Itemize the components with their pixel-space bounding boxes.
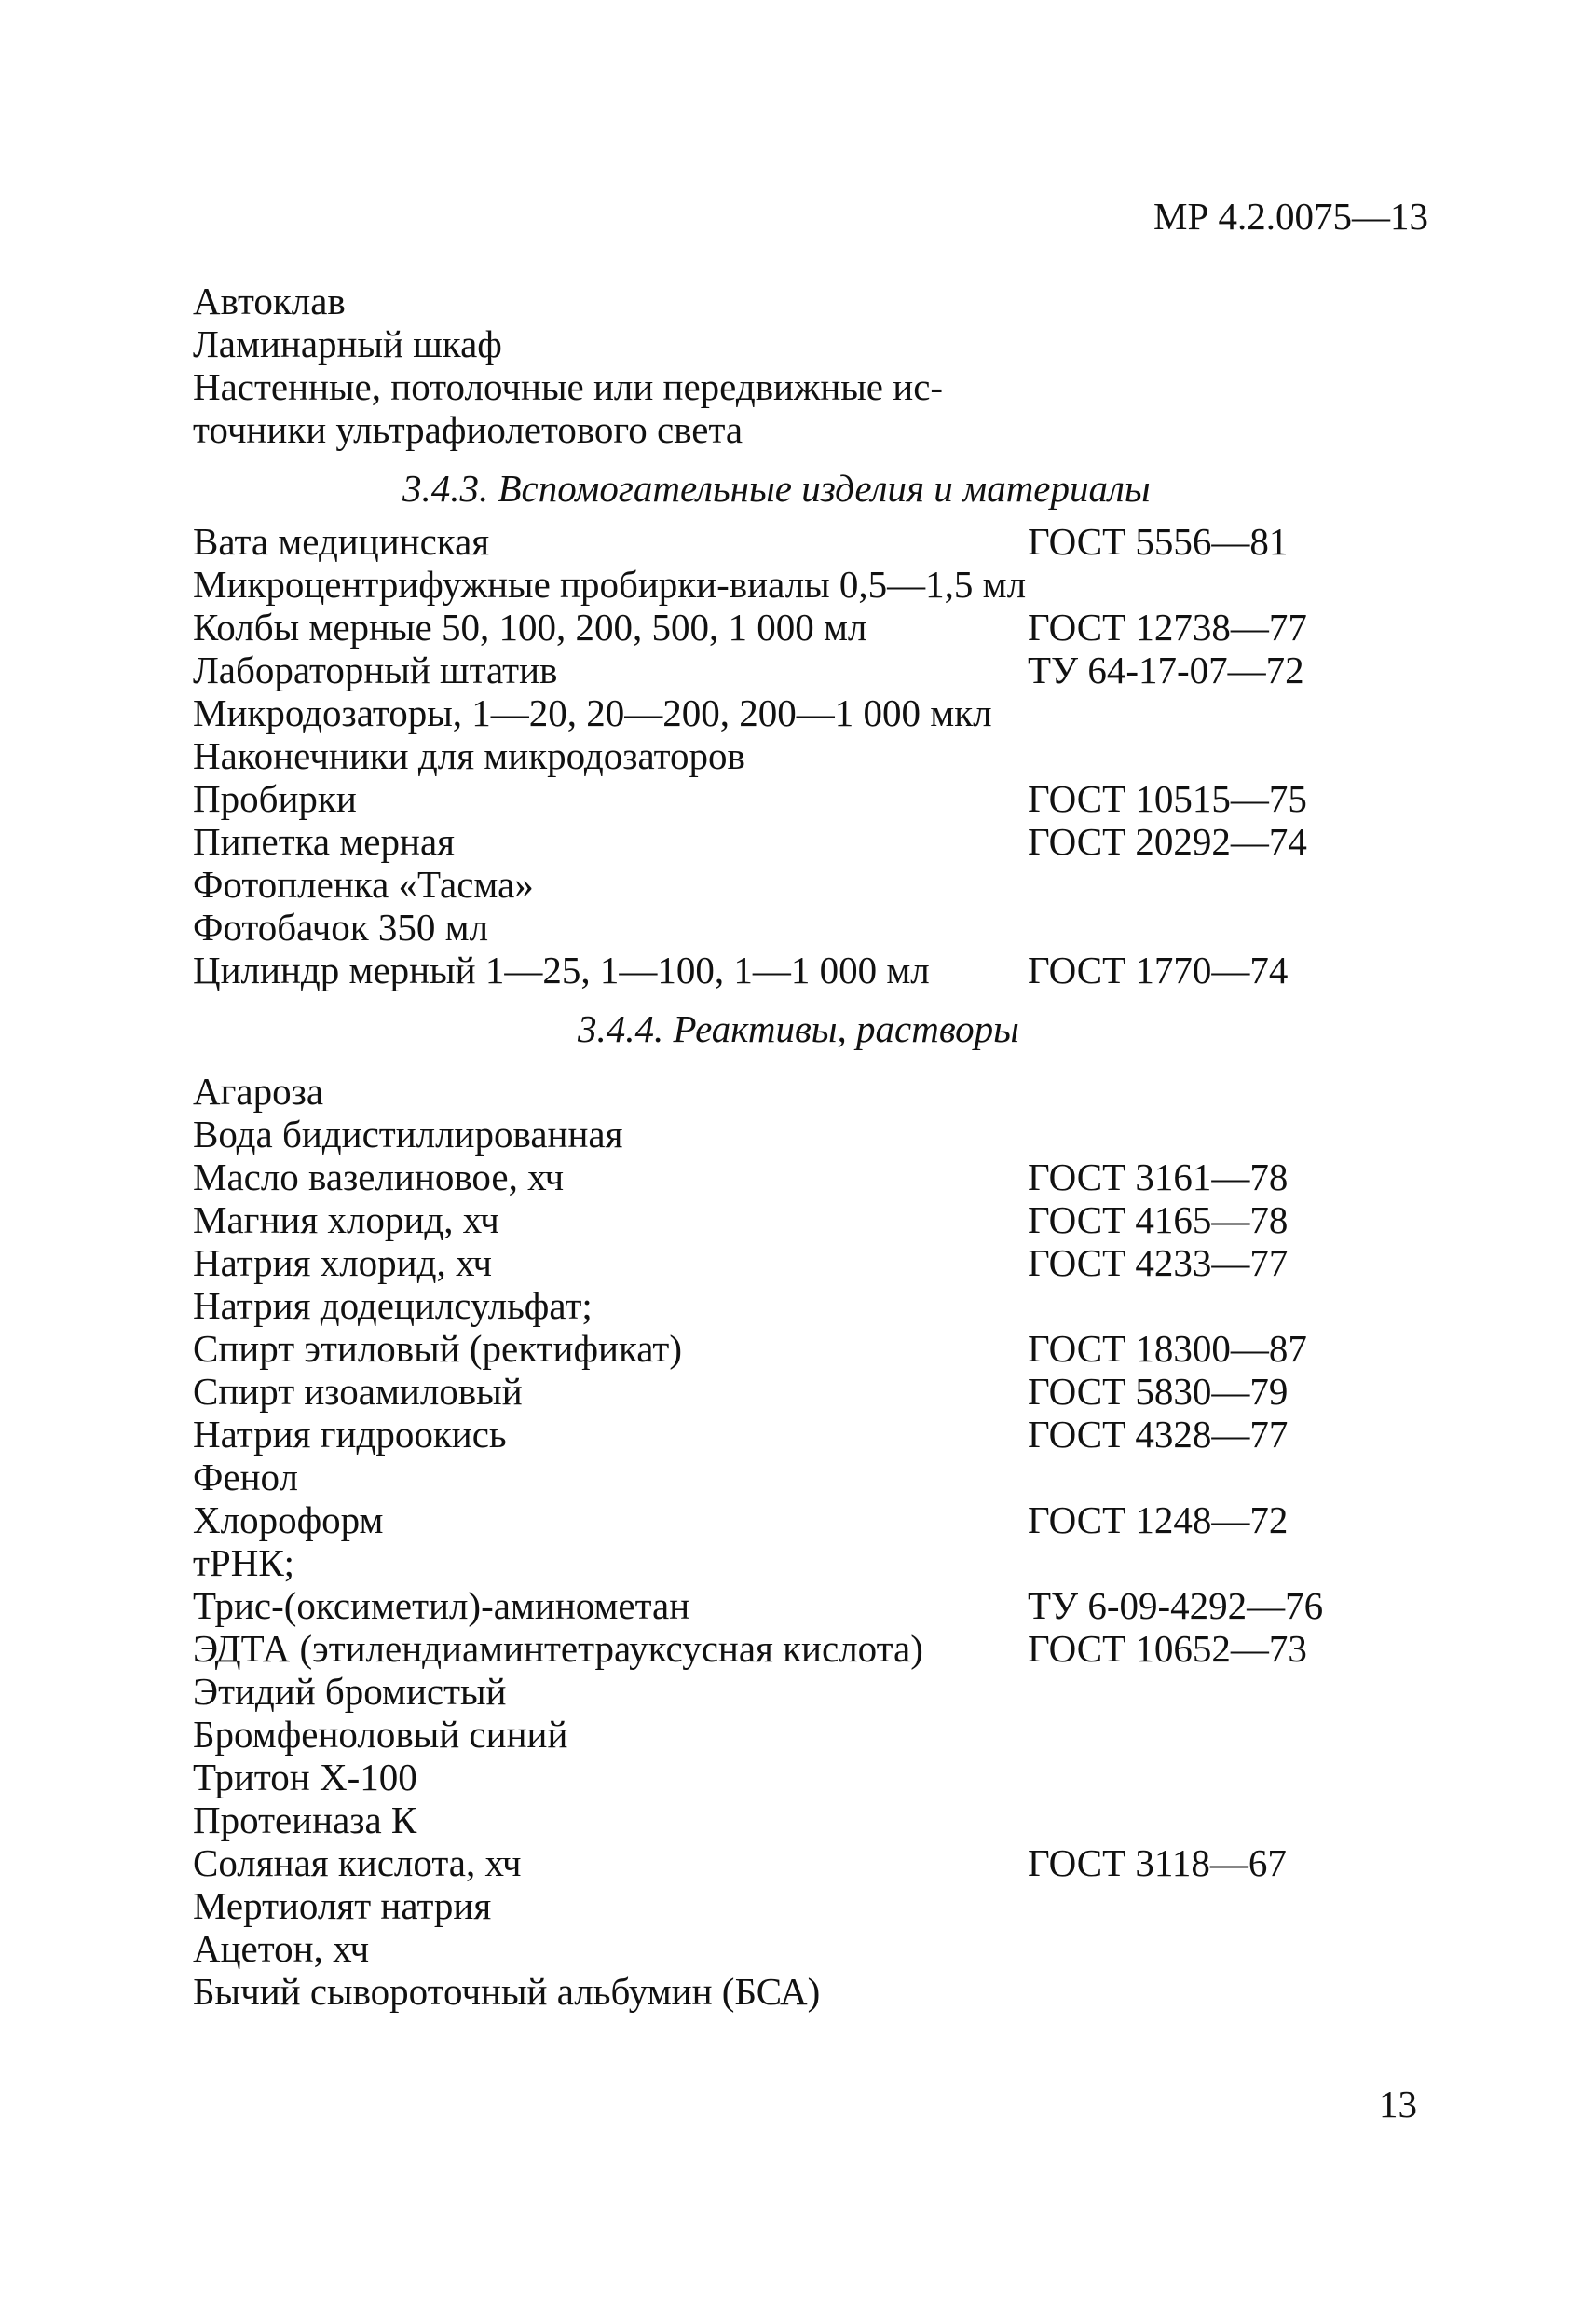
- item-name: Колбы мерные 50, 100, 200, 500, 1 000 мл: [193, 606, 867, 649]
- list-item: [193, 1713, 1404, 1756]
- item-standard: ГОСТ 1770—74: [1028, 949, 1289, 991]
- item-name: Фотобачок 350 мл: [193, 906, 489, 949]
- item-standard: ГОСТ 4233—77: [1028, 1241, 1289, 1284]
- list-item: [193, 1841, 1404, 1884]
- item-name: Масло вазелиновое, хч: [193, 1156, 565, 1198]
- item-standard: ГОСТ 10515—75: [1028, 777, 1307, 820]
- item-standard: ГОСТ 4328—77: [1028, 1413, 1289, 1456]
- item-name: Цилиндр мерный 1—25, 1—100, 1—1 000 мл: [193, 949, 930, 991]
- list-item: [193, 563, 1404, 606]
- item-standard: ГОСТ 3118—67: [1028, 1841, 1287, 1884]
- item-name: Вата медицинская: [193, 520, 490, 563]
- item-name: Натрия хлорид, хч: [193, 1241, 493, 1284]
- page-number: 13: [1379, 2083, 1417, 2126]
- materials-list: [193, 520, 1404, 991]
- list-item: [193, 1113, 1404, 1156]
- list-item: точники ультрафиолетового света: [193, 408, 743, 451]
- item-name: Агароза: [193, 1070, 324, 1113]
- section-heading-3-4-4: 3.4.4. Реактивы, растворы: [578, 1007, 1019, 1050]
- item-standard: ГОСТ 12738—77: [1028, 606, 1307, 649]
- item-standard: ГОСТ 18300—87: [1028, 1327, 1307, 1370]
- list-item: [193, 1156, 1404, 1198]
- list-item: [193, 906, 1404, 949]
- item-name: Лабораторный штатив: [193, 649, 558, 691]
- item-standard: ГОСТ 3161—78: [1028, 1156, 1289, 1198]
- item-name: Микродозаторы, 1—20, 20—200, 200—1 000 мкл: [193, 691, 992, 734]
- item-name: Спирт этиловый (ректификат): [193, 1327, 682, 1370]
- item-name: ЭДТА (этилендиаминтетрауксусная кислота): [193, 1627, 923, 1670]
- list-item: [193, 1370, 1404, 1413]
- item-name: Натрия гидроокись: [193, 1413, 507, 1456]
- list-item: [193, 1756, 1404, 1798]
- item-name: Магния хлорид, хч: [193, 1198, 499, 1241]
- list-item: [193, 1456, 1404, 1498]
- item-name: Спирт изоамиловый: [193, 1370, 523, 1413]
- list-item: [193, 649, 1404, 691]
- item-name: Натрия додецилсульфат;: [193, 1284, 593, 1327]
- list-item: [193, 1241, 1404, 1284]
- list-item: [193, 1070, 1404, 1113]
- item-name: Бычий сывороточный альбумин (БСА): [193, 1970, 821, 2013]
- item-standard: ГОСТ 5830—79: [1028, 1370, 1289, 1413]
- item-standard: ТУ 6-09-4292—76: [1028, 1584, 1324, 1627]
- item-name: Вода бидистиллированная: [193, 1113, 623, 1156]
- item-name: Мертиолят натрия: [193, 1884, 492, 1927]
- list-item: [193, 1884, 1404, 1927]
- item-name: Протеиназа К: [193, 1798, 417, 1841]
- list-item: Автоклав: [193, 280, 346, 322]
- list-item: [193, 606, 1404, 649]
- item-name: Фотопленка «Тасма»: [193, 863, 534, 906]
- list-item: [193, 734, 1404, 777]
- section-heading-3-4-3: 3.4.3. Вспомогательные изделия и материалы: [402, 467, 1151, 510]
- item-name: тРНК;: [193, 1541, 295, 1584]
- item-name: Бромфеноловый синий: [193, 1713, 568, 1756]
- list-item: [193, 520, 1404, 563]
- item-standard: ТУ 64-17-07—72: [1028, 649, 1304, 691]
- list-item: [193, 1413, 1404, 1456]
- list-item: [193, 1627, 1404, 1670]
- reagents-list: [193, 1070, 1404, 2013]
- item-standard: ГОСТ 5556—81: [1028, 520, 1289, 563]
- list-item: [193, 1498, 1404, 1541]
- item-name: Пробирки: [193, 777, 357, 820]
- item-name: Микроцентрифужные пробирки-виалы 0,5—1,5 мл: [193, 563, 1027, 606]
- item-standard: ГОСТ 20292—74: [1028, 820, 1307, 863]
- item-name: Этидий бромистый: [193, 1670, 507, 1713]
- item-name: Трис-(оксиметил)-аминометан: [193, 1584, 690, 1627]
- list-item: [193, 1798, 1404, 1841]
- item-name: Хлороформ: [193, 1498, 384, 1541]
- list-item: [193, 1327, 1404, 1370]
- item-standard: ГОСТ 1248—72: [1028, 1498, 1289, 1541]
- list-item: [193, 1198, 1404, 1241]
- list-item: [193, 691, 1404, 734]
- list-item: Ламинарный шкаф: [193, 322, 502, 365]
- item-name: Наконечники для микродозаторов: [193, 734, 745, 777]
- list-item: [193, 1927, 1404, 1970]
- list-item: [193, 777, 1404, 820]
- item-standard: ГОСТ 4165—78: [1028, 1198, 1289, 1241]
- item-name: Фенол: [193, 1456, 298, 1498]
- list-item: [193, 1970, 1404, 2013]
- item-standard: ГОСТ 10652—73: [1028, 1627, 1307, 1670]
- list-item: [193, 1584, 1404, 1627]
- list-item: [193, 820, 1404, 863]
- document-code: МР 4.2.0075—13: [1153, 195, 1428, 238]
- list-item: Настенные, потолочные или передвижные ис-: [193, 365, 944, 408]
- list-item: [193, 1284, 1404, 1327]
- item-name: Ацетон, хч: [193, 1927, 370, 1970]
- item-name: Соляная кислота, хч: [193, 1841, 522, 1884]
- list-item: [193, 1670, 1404, 1713]
- item-name: Пипетка мерная: [193, 820, 455, 863]
- item-name: Тритон Х-100: [193, 1756, 417, 1798]
- equipment-list-continuation: [193, 280, 1404, 451]
- list-item: [193, 863, 1404, 906]
- list-item: [193, 1541, 1404, 1584]
- list-item: [193, 949, 1404, 991]
